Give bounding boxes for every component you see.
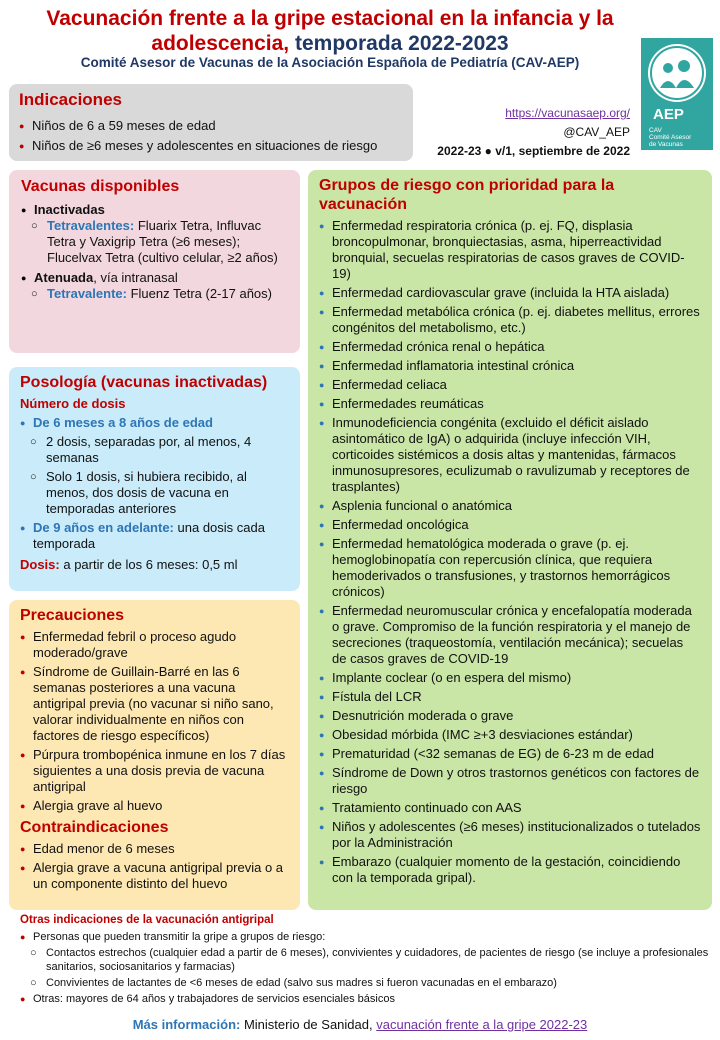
list-item: ○ Solo 1 dosis, si hubiera recibido, al menos, dos dosis de vacuna en temporadas anteriores: [20, 469, 289, 517]
risk-group-item: ● Embarazo (cualquier momento de la gestación, coincidiendo con la temporada gripal).: [319, 854, 701, 886]
risk-group-item: ● Enfermedad celiaca: [319, 377, 701, 393]
list-item: ● Alergia grave al huevo: [20, 798, 289, 814]
inactivadas-label: ● Inactivadas: [21, 202, 288, 218]
riesgo-box: [308, 170, 712, 910]
list-item: ● Edad menor de 6 meses: [20, 841, 289, 857]
posologia-box: [9, 367, 300, 591]
footer-label: Más información:: [132, 1017, 241, 1032]
list-item: ● Síndrome de Guillain-Barré en las 6 semanas posteriores a una vacuna antigripal previa (no vacunar si niño sano, valorar individualmente en niños con factores de riesgo específicos): [20, 664, 289, 744]
list-item: ● Niños de ≥6 meses y adolescentes en situaciones de riesgo: [19, 138, 403, 154]
atenuada-item: ● Atenuada, vía intranasal: [21, 270, 288, 286]
posologia-title: Posología (vacunas inactivadas): [20, 374, 268, 391]
twitter-handle: @CAV_AEP: [563, 125, 630, 139]
risk-group-item: ● Enfermedad cardiovascular grave (incluida la HTA aislada): [319, 285, 701, 301]
risk-group-item: ● Enfermedad respiratoria crónica (p. ej. FQ, displasia broncopulmonar, bronquiectasias, asma, hiperreactividad bronquial, secuelas respiratorias de casos graves de COVID-19): [319, 218, 701, 282]
risk-group-item: ● Fístula del LCR: [319, 689, 701, 705]
risk-group-item: ● Enfermedad neuromuscular crónica y encefalopatía moderada o grave. Compromiso de la función respiratoria y el manejo de secreciones (traqueostomía, ventilación mecánica); secuelas de casos graves de COVID-19: [319, 603, 701, 667]
list-item: ● Personas que pueden transmitir la gripe a grupos de riesgo:: [20, 930, 710, 944]
riesgo-list: [319, 218, 701, 886]
risk-group-item: ● Enfermedades reumáticas: [319, 396, 701, 412]
logo-emblem-icon: [648, 44, 706, 102]
footer: [0, 1017, 720, 1032]
title-red: Vacunación frente a la gripe estacional en la infancia y la adolescencia,: [46, 7, 614, 55]
dosis-line: Dosis: a partir de los 6 meses: 0,5 ml: [20, 557, 238, 572]
risk-group-item: ● Enfermedad metabólica crónica (p. ej. diabetes mellitus, errores congénitos del metabolismo, etc.): [319, 304, 701, 336]
precauciones-title: Precauciones: [20, 607, 125, 624]
gripe-link[interactable]: vacunación frente a la gripe 2022-23: [376, 1017, 588, 1032]
risk-group-item: ● Obesidad mórbida (IMC ≥+3 desviaciones estándar): [319, 727, 701, 743]
list-item: ● Otras: mayores de 64 años y trabajadores de servicios esenciales básicos: [20, 992, 710, 1006]
risk-group-item: ● Enfermedad oncológica: [319, 517, 701, 533]
indicaciones-title: Indicaciones: [19, 90, 122, 109]
list-item: ● Alergia grave a vacuna antigripal previa o a un componente distinto del huevo: [20, 860, 289, 892]
logo-caption: CAV Comité Asesor de Vacunas: [649, 127, 692, 148]
page-title: [20, 6, 640, 56]
list-item: ● Enfermedad febril o proceso agudo moderado/grave: [20, 629, 289, 661]
website-link[interactable]: https://vacunasaep.org/: [505, 106, 630, 120]
risk-group-item: ● Prematuridad (<32 semanas de EG) de 6-23 m de edad: [319, 746, 701, 762]
otras-section: [20, 913, 710, 1006]
tetravalentes-item: ○ Tetravalentes: Fluarix Tetra, Influvac Tetra y Vaxigrip Tetra (≥6 meses); Flucelvax Tetra (cultivo celular, ≥2 años): [21, 218, 288, 266]
contraindicaciones-title: Contraindicaciones: [20, 819, 169, 836]
age-range-1: ● De 6 meses a 8 años de edad: [20, 415, 289, 431]
otras-title: Otras indicaciones de la vacunación antigripal: [20, 914, 274, 926]
risk-group-item: ● Tratamiento continuado con AAS: [319, 800, 701, 816]
subtitle: Comité Asesor de Vacunas de la Asociación Española de Pediatría (CAV-AEP): [80, 55, 580, 70]
logo-word: AEP: [653, 106, 684, 123]
list-item: ● Púrpura trombopénica inmune en los 7 días siguientes a una dosis previa de vacuna antigripal: [20, 747, 289, 795]
risk-group-item: ● Enfermedad inflamatoria intestinal crónica: [319, 358, 701, 374]
risk-group-item: ● Niños y adolescentes (≥6 meses) institucionalizados o tutelados por la Administración: [319, 819, 701, 851]
list-item: ○ 2 dosis, separadas por, al menos, 4 semanas: [20, 434, 289, 466]
risk-group-item: ● Desnutrición moderada o grave: [319, 708, 701, 724]
title-season: temporada 2022-2023: [294, 32, 509, 55]
list-item: ○ Convivientes de lactantes de <6 meses de edad (salvo sus madres si fueron vacunadas en el embarazo): [20, 976, 710, 990]
vacunas-box: [9, 170, 300, 353]
risk-group-item: ● Enfermedad crónica renal o hepática: [319, 339, 701, 355]
footer-text: Ministerio de Sanidad,: [243, 1017, 373, 1032]
vacunas-title: Vacunas disponibles: [21, 178, 180, 195]
version-label: 2022-23 ● v/1, septiembre de 2022: [437, 144, 630, 158]
list-item: ● Niños de 6 a 59 meses de edad: [19, 118, 403, 134]
list-item: ○ Contactos estrechos (cualquier edad a partir de 6 meses), convivientes y cuidadores, de pacientes de riesgo (se incluye a profesionales sanitarios, sociosanitarios y farmacias): [20, 946, 710, 974]
riesgo-title: Grupos de riesgo con prioridad para la vacunación: [319, 177, 615, 213]
meta-block: [420, 104, 630, 161]
indicaciones-box: [9, 84, 413, 161]
risk-group-item: ● Inmunodeficiencia congénita (excluido el déficit aislado asintomático de IgA) o adquirida (incluye infección VIH, corticoides sistémicos a dosis altas y mantenidas, fármacos inmunosupresores, eculizumab o ravulizumab y receptores de trasplantes): [319, 415, 701, 495]
dosis-subtitle: Número de dosis: [20, 396, 126, 411]
age-range-2: ● De 9 años en adelante: una dosis cada temporada: [20, 520, 289, 552]
aep-logo: [641, 38, 713, 150]
risk-group-item: ● Síndrome de Down y otros trastornos genéticos con factores de riesgo: [319, 765, 701, 797]
precauciones-box: [9, 600, 300, 910]
risk-group-item: ● Implante coclear (o en espera del mismo): [319, 670, 701, 686]
risk-group-item: ● Enfermedad hematológica moderada o grave (p. ej. hemoglobinopatía con repercusión clínica, que requiera hemoderivados o transfusiones, y trastornos hemorrágicos crónicos): [319, 536, 701, 600]
tetravalente-item: ○ Tetravalente: Fluenz Tetra (2-17 años): [21, 286, 288, 302]
risk-group-item: ● Asplenia funcional o anatómica: [319, 498, 701, 514]
